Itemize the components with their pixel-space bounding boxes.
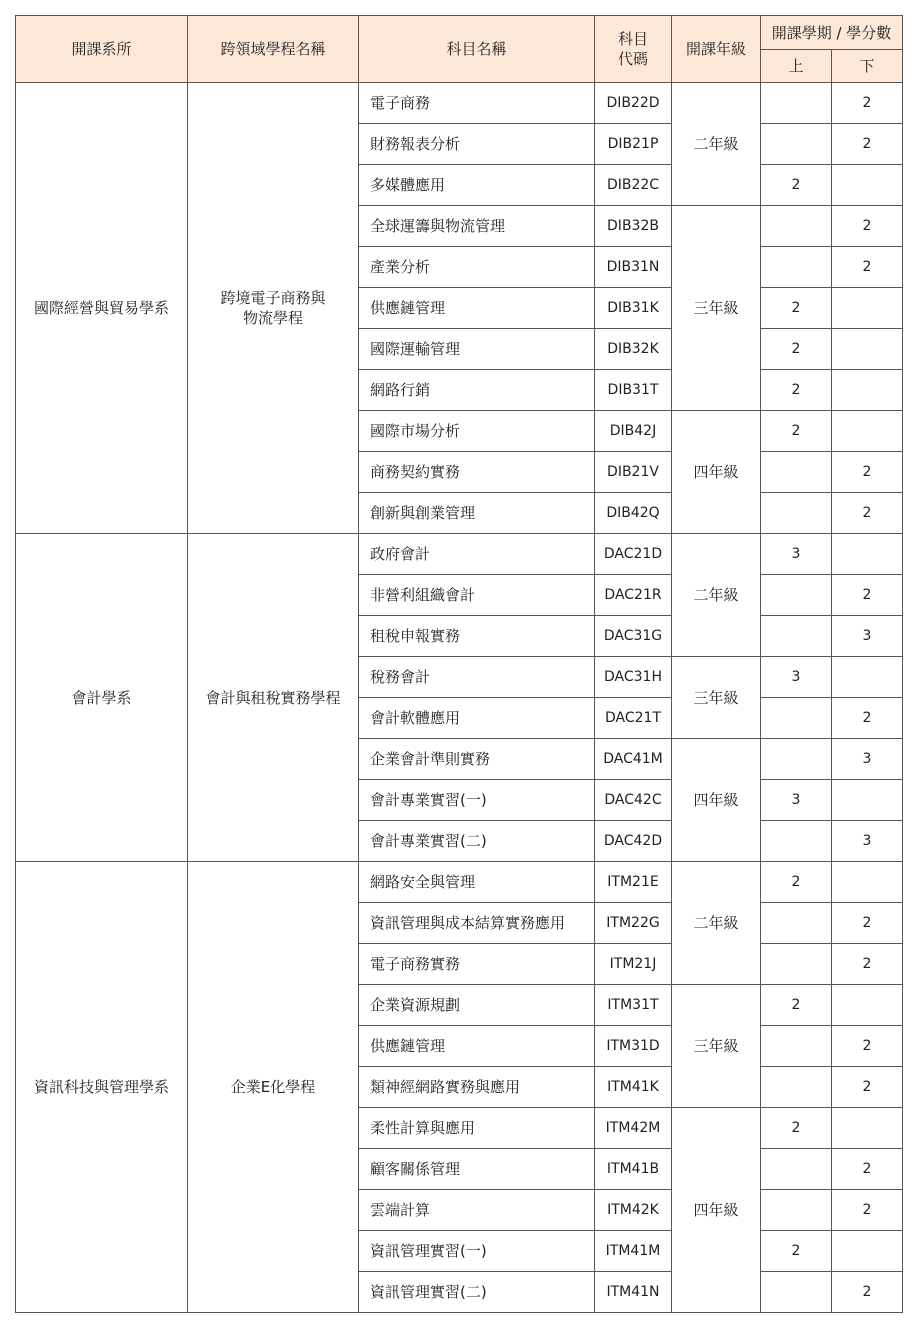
header-program: 跨領域學程名稱: [188, 16, 359, 83]
first-credit-cell: [761, 903, 832, 944]
code-cell: ITM41N: [595, 1272, 672, 1313]
second-credit-cell: [832, 657, 903, 698]
subject-cell: 顧客關係管理: [359, 1149, 595, 1190]
second-credit-cell: 2: [832, 247, 903, 288]
code-cell: ITM41M: [595, 1231, 672, 1272]
code-cell: DAC42C: [595, 780, 672, 821]
subject-cell: 商務契約實務: [359, 452, 595, 493]
subject-cell: 稅務會計: [359, 657, 595, 698]
second-credit-cell: 2: [832, 698, 903, 739]
first-credit-cell: [761, 616, 832, 657]
header-code-line1: 科目: [617, 30, 648, 48]
header-grade: 開課年級: [672, 16, 761, 83]
program-cell: 會計與租稅實務學程: [188, 534, 359, 862]
second-credit-cell: [832, 1108, 903, 1149]
second-credit-cell: 3: [832, 821, 903, 862]
code-cell: ITM21E: [595, 862, 672, 903]
code-cell: DAC21T: [595, 698, 672, 739]
subject-cell: 非營利組織會計: [359, 575, 595, 616]
code-cell: DAC21R: [595, 575, 672, 616]
course-table: [15, 15, 903, 1313]
subject-cell: 全球運籌與物流管理: [359, 206, 595, 247]
second-credit-cell: 2: [832, 83, 903, 124]
code-cell: DIB32K: [595, 329, 672, 370]
code-cell: DIB31T: [595, 370, 672, 411]
subject-cell: 資訊管理實習(二): [359, 1272, 595, 1313]
code-cell: ITM41B: [595, 1149, 672, 1190]
program-line2: 物流學程: [242, 309, 303, 327]
first-credit-cell: 3: [761, 534, 832, 575]
second-credit-cell: 2: [832, 903, 903, 944]
subject-cell: 雲端計算: [359, 1190, 595, 1231]
header-code: [595, 16, 672, 83]
second-credit-cell: [832, 534, 903, 575]
subject-cell: 創新與創業管理: [359, 493, 595, 534]
code-cell: DAC31H: [595, 657, 672, 698]
grade-cell: 三年級: [672, 206, 761, 411]
grade-cell: 四年級: [672, 1108, 761, 1313]
subject-cell: 柔性計算與應用: [359, 1108, 595, 1149]
first-credit-cell: [761, 944, 832, 985]
table-row: [16, 83, 903, 124]
dept-cell: 會計學系: [16, 534, 188, 862]
first-credit-cell: 2: [761, 1231, 832, 1272]
first-credit-cell: [761, 206, 832, 247]
first-credit-cell: 2: [761, 370, 832, 411]
first-credit-cell: [761, 1149, 832, 1190]
code-cell: DAC41M: [595, 739, 672, 780]
code-cell: DAC42D: [595, 821, 672, 862]
program-cell: [188, 83, 359, 534]
first-credit-cell: [761, 698, 832, 739]
program-line1: 跨境電子商務與: [220, 289, 326, 307]
first-credit-cell: 2: [761, 411, 832, 452]
subject-cell: 會計專業實習(一): [359, 780, 595, 821]
header-code-line2: 代碼: [617, 50, 648, 68]
subject-cell: 國際市場分析: [359, 411, 595, 452]
code-cell: DIB32B: [595, 206, 672, 247]
dept-cell: 國際經營與貿易學系: [16, 83, 188, 534]
table-row: [16, 534, 903, 575]
first-credit-cell: [761, 1026, 832, 1067]
subject-cell: 資訊管理與成本結算實務應用: [359, 903, 595, 944]
second-credit-cell: [832, 329, 903, 370]
subject-cell: 會計專業實習(二): [359, 821, 595, 862]
code-cell: DAC21D: [595, 534, 672, 575]
second-credit-cell: 2: [832, 1272, 903, 1313]
first-credit-cell: [761, 1190, 832, 1231]
subject-cell: 網路安全與管理: [359, 862, 595, 903]
first-credit-cell: [761, 452, 832, 493]
code-cell: DIB21V: [595, 452, 672, 493]
second-credit-cell: 2: [832, 575, 903, 616]
second-credit-cell: 2: [832, 1149, 903, 1190]
subject-cell: 企業資源規劃: [359, 985, 595, 1026]
first-credit-cell: [761, 1067, 832, 1108]
first-credit-cell: [761, 575, 832, 616]
second-credit-cell: 2: [832, 124, 903, 165]
subject-cell: 租稅申報實務: [359, 616, 595, 657]
header-semester-credits: 開課學期 / 學分數: [761, 16, 903, 50]
subject-cell: 電子商務實務: [359, 944, 595, 985]
second-credit-cell: 2: [832, 206, 903, 247]
code-cell: DIB42Q: [595, 493, 672, 534]
second-credit-cell: [832, 165, 903, 206]
table-row: [16, 862, 903, 903]
code-cell: DIB31N: [595, 247, 672, 288]
second-credit-cell: 2: [832, 452, 903, 493]
grade-cell: 四年級: [672, 739, 761, 862]
second-credit-cell: [832, 370, 903, 411]
second-credit-cell: 2: [832, 1067, 903, 1108]
subject-cell: 供應鏈管理: [359, 1026, 595, 1067]
first-credit-cell: 2: [761, 985, 832, 1026]
first-credit-cell: [761, 83, 832, 124]
subject-cell: 電子商務: [359, 83, 595, 124]
code-cell: ITM31T: [595, 985, 672, 1026]
second-credit-cell: 2: [832, 1190, 903, 1231]
subject-cell: 財務報表分析: [359, 124, 595, 165]
first-credit-cell: [761, 1272, 832, 1313]
second-credit-cell: [832, 862, 903, 903]
code-cell: DIB31K: [595, 288, 672, 329]
code-cell: ITM31D: [595, 1026, 672, 1067]
grade-cell: 三年級: [672, 985, 761, 1108]
dept-cell: 資訊科技與管理學系: [16, 862, 188, 1313]
first-credit-cell: [761, 739, 832, 780]
second-credit-cell: [832, 411, 903, 452]
subject-cell: 會計軟體應用: [359, 698, 595, 739]
second-credit-cell: 3: [832, 616, 903, 657]
code-cell: DIB21P: [595, 124, 672, 165]
second-credit-cell: [832, 780, 903, 821]
code-cell: ITM22G: [595, 903, 672, 944]
grade-cell: 三年級: [672, 657, 761, 739]
first-credit-cell: [761, 124, 832, 165]
subject-cell: 國際運輸管理: [359, 329, 595, 370]
code-cell: ITM41K: [595, 1067, 672, 1108]
second-credit-cell: 3: [832, 739, 903, 780]
program-cell: 企業E化學程: [188, 862, 359, 1313]
code-cell: DAC31G: [595, 616, 672, 657]
second-credit-cell: 2: [832, 944, 903, 985]
first-credit-cell: [761, 493, 832, 534]
first-credit-cell: 2: [761, 862, 832, 903]
second-credit-cell: [832, 985, 903, 1026]
grade-cell: 二年級: [672, 83, 761, 206]
first-credit-cell: 3: [761, 780, 832, 821]
subject-cell: 供應鏈管理: [359, 288, 595, 329]
subject-cell: 產業分析: [359, 247, 595, 288]
code-cell: DIB22D: [595, 83, 672, 124]
second-credit-cell: 2: [832, 493, 903, 534]
header-first-semester: 上: [761, 50, 832, 83]
header-dept: 開課系所: [16, 16, 188, 83]
subject-cell: 資訊管理實習(一): [359, 1231, 595, 1272]
code-cell: DIB22C: [595, 165, 672, 206]
subject-cell: 類神經網路實務與應用: [359, 1067, 595, 1108]
first-credit-cell: 2: [761, 329, 832, 370]
subject-cell: 網路行銷: [359, 370, 595, 411]
subject-cell: 政府會計: [359, 534, 595, 575]
code-cell: DIB42J: [595, 411, 672, 452]
subject-cell: 企業會計準則實務: [359, 739, 595, 780]
second-credit-cell: [832, 1231, 903, 1272]
code-cell: ITM42M: [595, 1108, 672, 1149]
first-credit-cell: 2: [761, 1108, 832, 1149]
grade-cell: 二年級: [672, 862, 761, 985]
first-credit-cell: [761, 247, 832, 288]
code-cell: ITM21J: [595, 944, 672, 985]
first-credit-cell: 3: [761, 657, 832, 698]
first-credit-cell: 2: [761, 288, 832, 329]
header-second-semester: 下: [832, 50, 903, 83]
second-credit-cell: 2: [832, 1026, 903, 1067]
code-cell: ITM42K: [595, 1190, 672, 1231]
header-subject: 科目名稱: [359, 16, 595, 83]
subject-cell: 多媒體應用: [359, 165, 595, 206]
first-credit-cell: 2: [761, 165, 832, 206]
first-credit-cell: [761, 821, 832, 862]
grade-cell: 二年級: [672, 534, 761, 657]
grade-cell: 四年級: [672, 411, 761, 534]
second-credit-cell: [832, 288, 903, 329]
